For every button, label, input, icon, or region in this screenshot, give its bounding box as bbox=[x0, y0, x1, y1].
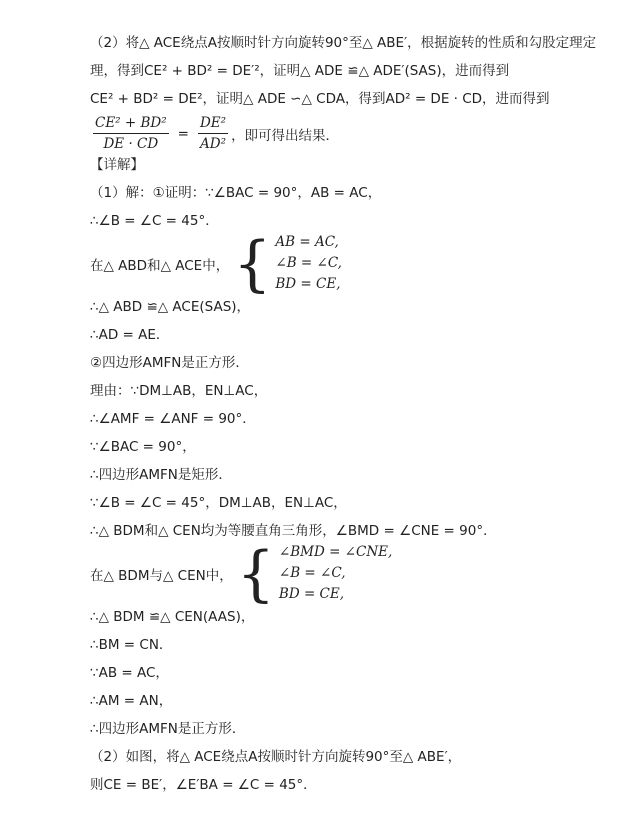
section-heading-detail: 【详解】 bbox=[90, 157, 144, 173]
text-line-17: ∴△ BDM和△ CEN均为等腰直角三角形，∠BMD = ∠CNE = 90°． bbox=[90, 523, 497, 539]
fraction-right-denominator: AD² bbox=[200, 136, 227, 152]
system-2-row: BD = CE, bbox=[278, 586, 345, 602]
text-line-20: ∴BM = CN． bbox=[90, 637, 173, 653]
fraction-left-denominator: DE · CD bbox=[103, 136, 159, 152]
text-line-6: （1）解：①证明：∵∠BAC = 90°，AB = AC， bbox=[90, 185, 382, 201]
text-line-21: ∵AB = AC， bbox=[90, 665, 169, 681]
system-1-rows bbox=[275, 232, 342, 295]
system-1-row: ∠B = ∠C, bbox=[275, 255, 342, 271]
system-2-prefix: 在△ BDM与△ CEN中， bbox=[90, 567, 233, 584]
text-line-2: 理，得到CE² + BD² = DE′²，证明△ ADE ≌△ ADE′(SAS)，进而得到 bbox=[90, 63, 510, 79]
equation-system-1 bbox=[90, 228, 342, 299]
fraction-tail-text: ，即可得出结果． bbox=[231, 127, 340, 144]
system-2-row: ∠BMD = ∠CNE, bbox=[278, 544, 393, 560]
equation-system-2 bbox=[90, 538, 393, 609]
fraction-left-numerator: CE² + BD² bbox=[93, 114, 169, 134]
left-brace-icon: { bbox=[233, 228, 272, 299]
text-line-13: ∴∠AMF = ∠ANF = 90°． bbox=[90, 411, 256, 427]
text-line-7: ∴∠B = ∠C = 45°． bbox=[90, 213, 219, 229]
text-line-11: ②四边形AMFN是正方形． bbox=[90, 355, 249, 371]
text-line-24: （2）如图，将△ ACE绕点A按顺时针方向旋转90°至△ ABE′， bbox=[90, 749, 462, 765]
text-line-12: 理由：∵DM⊥AB，EN⊥AC， bbox=[90, 383, 268, 399]
text-line-19: ∴△ BDM ≌△ CEN(AAS)， bbox=[90, 609, 255, 625]
system-1-prefix: 在△ ABD和△ ACE中， bbox=[90, 257, 230, 274]
text-line-14: ∵∠BAC = 90°， bbox=[90, 439, 196, 455]
text-line-10: ∴AD = AE． bbox=[90, 327, 170, 343]
fraction-right bbox=[198, 114, 228, 153]
text-line-23: ∴四边形AMFN是正方形． bbox=[90, 721, 246, 737]
fraction-right-numerator: DE² bbox=[198, 114, 228, 134]
equals-sign: = bbox=[177, 125, 189, 142]
text-line-22: ∴AM = AN， bbox=[90, 693, 173, 709]
text-line-9: ∴△ ABD ≌△ ACE(SAS)， bbox=[90, 299, 251, 315]
left-brace-icon: { bbox=[236, 538, 275, 609]
system-1-row: BD = CE, bbox=[275, 276, 341, 292]
fraction-left bbox=[93, 114, 169, 153]
text-line-25: 则CE = BE′，∠E′BA = ∠C = 45°． bbox=[90, 777, 317, 793]
text-line-1: （2）将△ ACE绕点A按顺时针方向旋转90°至△ ABE′，根据旋转的性质和勾股定理定 bbox=[90, 35, 597, 51]
text-line-16: ∵∠B = ∠C = 45°，DM⊥AB，EN⊥AC， bbox=[90, 495, 347, 511]
system-2-row: ∠B = ∠C, bbox=[278, 565, 346, 581]
text-line-3: CE² + BD² = DE²，证明△ ADE ∽△ CDA，得到AD² = DE · CD，进而得到 bbox=[90, 91, 550, 107]
system-2-rows bbox=[279, 542, 392, 605]
text-line-15: ∴四边形AMFN是矩形． bbox=[90, 467, 232, 483]
system-1-row: AB = AC, bbox=[275, 234, 339, 250]
fraction-equation bbox=[90, 114, 339, 153]
